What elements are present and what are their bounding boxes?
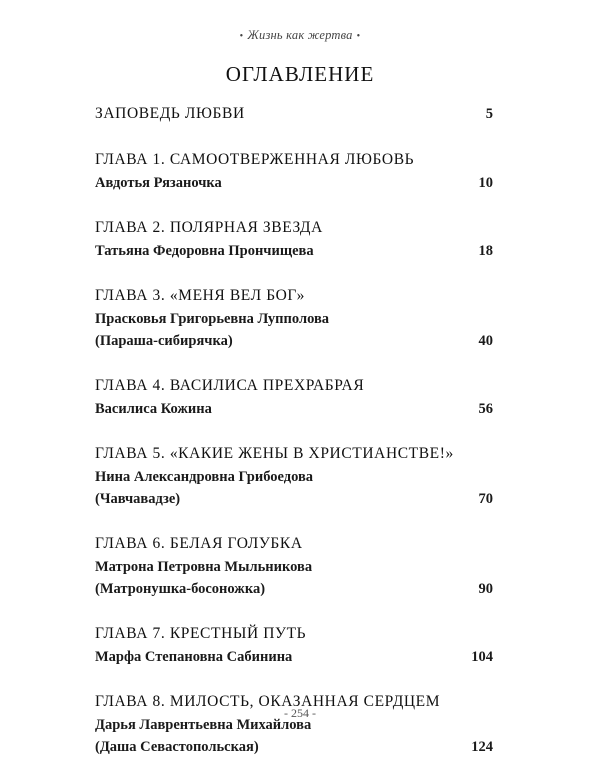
toc-page-number: 40 bbox=[478, 333, 493, 349]
bullet-icon: • bbox=[356, 31, 361, 42]
chapter-title: ГЛАВА 8. МИЛОСТЬ, ОКАЗАННАЯ СЕРДЦЕМ bbox=[95, 693, 441, 710]
toc-line bbox=[95, 466, 493, 488]
toc-line bbox=[95, 398, 493, 420]
toc-entry-chapter-2[interactable] bbox=[95, 216, 493, 262]
toc-entry-intro[interactable] bbox=[95, 102, 493, 126]
chapter-title: ГЛАВА 6. БЕЛАЯ ГОЛУБКА bbox=[95, 535, 303, 552]
toc-line bbox=[95, 148, 493, 172]
heroine-name: (Чавчавадзе) bbox=[95, 491, 181, 507]
bullet-icon: • bbox=[239, 31, 244, 42]
toc-line bbox=[95, 578, 493, 600]
toc-line bbox=[95, 532, 493, 556]
toc-line bbox=[95, 646, 493, 668]
heroine-name: Марфа Степановна Сабинина bbox=[95, 649, 293, 665]
chapter-title: ГЛАВА 5. «КАКИЕ ЖЕНЫ В ХРИСТИАНСТВЕ!» bbox=[95, 445, 454, 462]
table-of-contents bbox=[95, 102, 493, 758]
toc-line bbox=[95, 172, 493, 194]
chapter-title: ГЛАВА 7. КРЕСТНЫЙ ПУТЬ bbox=[95, 625, 307, 642]
toc-line bbox=[95, 102, 493, 126]
toc-page-number: 10 bbox=[478, 175, 493, 191]
toc-line bbox=[95, 308, 493, 330]
toc-line bbox=[95, 736, 493, 758]
toc-line bbox=[95, 442, 493, 466]
toc-entry-chapter-1[interactable] bbox=[95, 148, 493, 194]
heroine-name: (Параша-сибирячка) bbox=[95, 333, 233, 349]
toc-entry-chapter-4[interactable] bbox=[95, 374, 493, 420]
heroine-name: Нина Александровна Грибоедова bbox=[95, 469, 314, 485]
heroine-name: (Матронушка-босоножка) bbox=[95, 581, 266, 597]
toc-line bbox=[95, 556, 493, 578]
toc-entry-chapter-7[interactable] bbox=[95, 622, 493, 668]
heroine-name: Василиса Кожина bbox=[95, 401, 212, 417]
page-number: - 254 - bbox=[284, 706, 316, 720]
toc-page-number: 70 bbox=[478, 491, 493, 507]
chapter-title: ГЛАВА 2. ПОЛЯРНАЯ ЗВЕЗДА bbox=[95, 219, 323, 236]
toc-page-number: 18 bbox=[478, 243, 493, 259]
chapter-title: ГЛАВА 3. «МЕНЯ ВЕЛ БОГ» bbox=[95, 287, 305, 304]
heroine-name: Матрона Петровна Мыльникова bbox=[95, 559, 313, 575]
toc-line bbox=[95, 284, 493, 308]
running-head-text: Жизнь как жертва bbox=[247, 28, 353, 42]
toc-page-number: 56 bbox=[478, 401, 493, 417]
toc-page-number: 104 bbox=[471, 649, 493, 665]
toc-entry-chapter-5[interactable] bbox=[95, 442, 493, 510]
toc-page-number: 124 bbox=[471, 739, 493, 755]
toc-page-number: 90 bbox=[478, 581, 493, 597]
toc-line bbox=[95, 374, 493, 398]
toc-line bbox=[95, 488, 493, 510]
heroine-name: Прасковья Григорьевна Лупполова bbox=[95, 311, 330, 327]
toc-line bbox=[95, 622, 493, 646]
heroine-name: Татьяна Федоровна Прончищева bbox=[95, 243, 314, 259]
toc-line bbox=[95, 330, 493, 352]
chapter-title: ГЛАВА 1. САМООТВЕРЖЕННАЯ ЛЮБОВЬ bbox=[95, 151, 415, 168]
toc-entry-chapter-6[interactable] bbox=[95, 532, 493, 600]
toc-entry-title: ЗАПОВЕДЬ ЛЮБВИ bbox=[95, 105, 245, 122]
toc-entry-chapter-3[interactable] bbox=[95, 284, 493, 352]
heroine-name: Авдотья Рязаночка bbox=[95, 175, 222, 191]
toc-line bbox=[95, 240, 493, 262]
heroine-name: Дарья Лаврентьевна Михайлова bbox=[95, 717, 312, 733]
chapter-title: ГЛАВА 4. ВАСИЛИСА ПРЕХРАБРАЯ bbox=[95, 377, 365, 394]
heroine-name: (Даша Севастопольская) bbox=[95, 739, 259, 755]
toc-line bbox=[95, 216, 493, 240]
page-title: ОГЛАВЛЕНИЕ bbox=[225, 62, 375, 86]
running-head bbox=[0, 28, 600, 43]
toc-page-number: 5 bbox=[485, 106, 493, 122]
toc-entry-chapter-8[interactable] bbox=[95, 690, 493, 758]
